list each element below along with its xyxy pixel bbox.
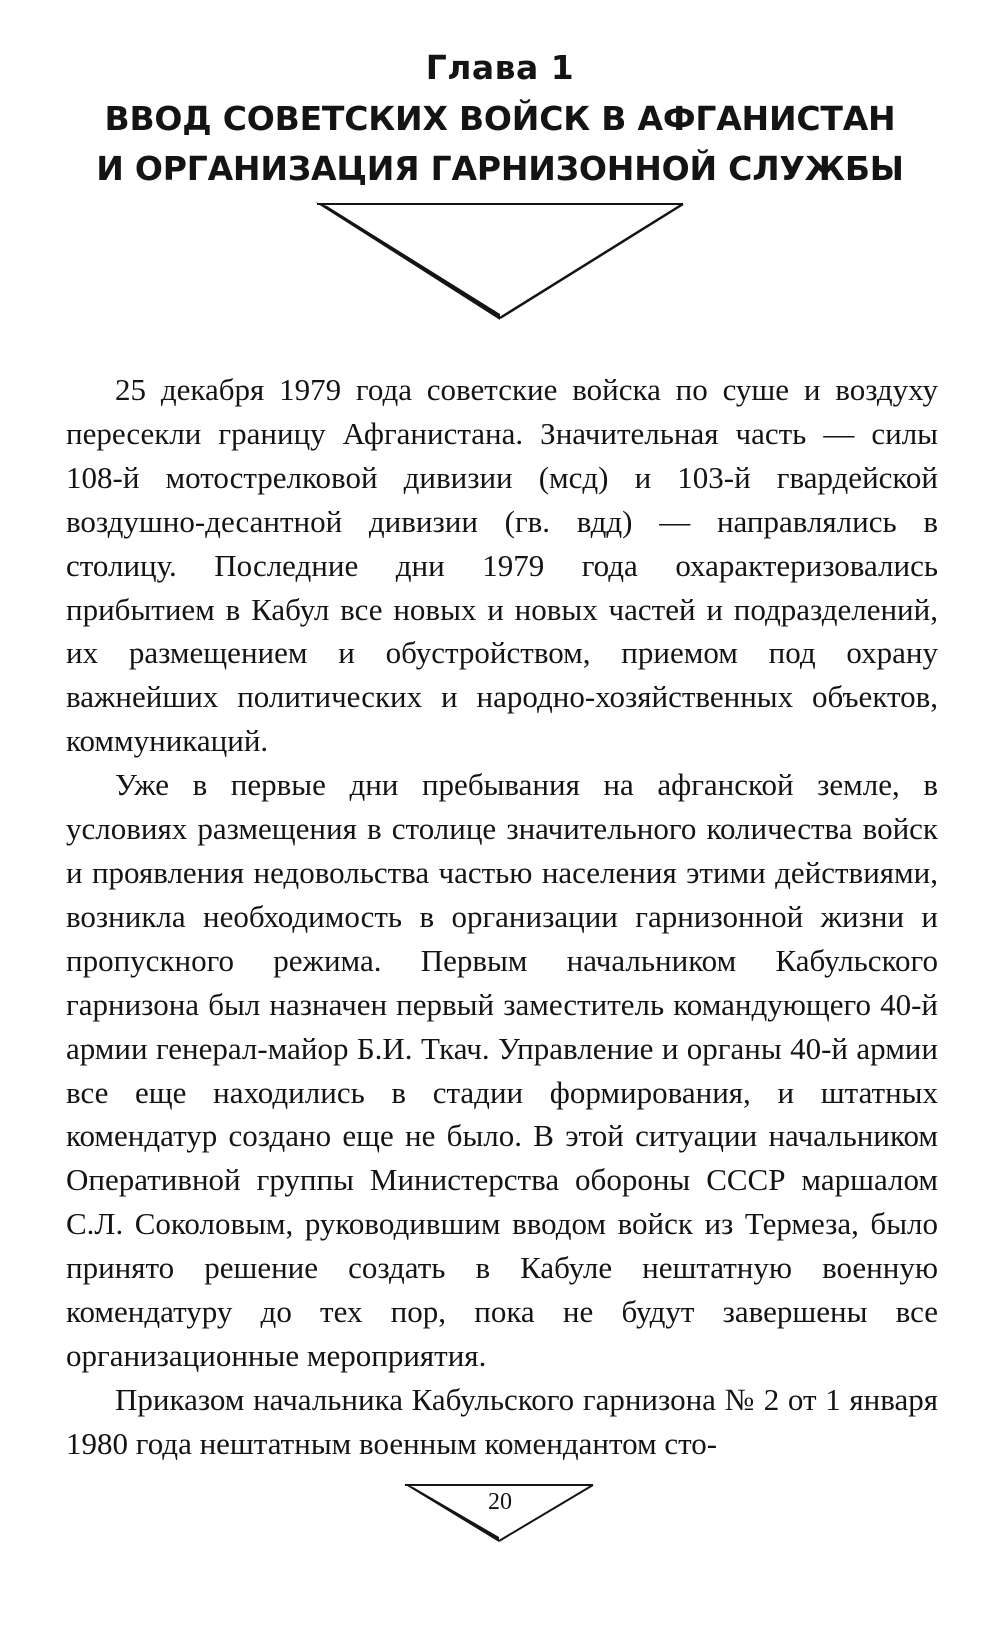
chapter-title-line-1: ВВОД СОВЕТСКИХ ВОЙСК В АФГАНИСТАН <box>104 99 896 138</box>
chapter-label: Глава 1 <box>425 48 575 87</box>
chapter-title <box>0 94 1000 194</box>
page-number: 20 <box>488 1489 512 1515</box>
paragraph: Уже в первые дни пребывания на афганской земле, в условиях размещения в столице значительного количества войск и проявления недовольства частью населения этими действиями, возникла необходимость в организации гарнизонной жизни и пропускного режима. Первым начальником Кабульского гарнизона был назначен первый заместитель командующего 40-й армии генерал-майор Б.И. Ткач. Управление и органы 40-й армии все еще находились в стадии формирования, и штатных комендатур создано еще не было. В этой ситуации начальником Оперативной группы Министерства обороны СССР маршалом С.Л. Соколовым, руководившим вводом войск из Термеза, было принято решение создать в Кабуле нештатную военную комендатуру до тех пор, пока не будут завершены все организационные мероприятия. <box>66 767 938 1373</box>
downward-triangle-ornament <box>315 202 685 327</box>
chapter-title-line-2: И ОРГАНИЗАЦИЯ ГАРНИЗОННОЙ СЛУЖБЫ <box>96 149 904 188</box>
body-text <box>66 368 938 1466</box>
paragraph: 25 декабря 1979 года советские войска по суше и воздуху пересекли границу Афганистана. Значительная часть — силы 108-й мотострелковой дивизии (мсд) и 103-й гвардейской воздушно-десантной дивизии (гв. вдд) — направлялись в столицу. Последние дни 1979 года охарактеризовались прибытием в Кабул все новых и новых частей и подразделений, их размещением и обустройством, приемом под охрану важнейших политических и народно-хозяйственных объектов, коммуникаций. <box>66 372 938 759</box>
paragraph: Приказом начальника Кабульского гарнизона № 2 от 1 января 1980 года нештатным военным комендантом сто- <box>66 1381 938 1461</box>
